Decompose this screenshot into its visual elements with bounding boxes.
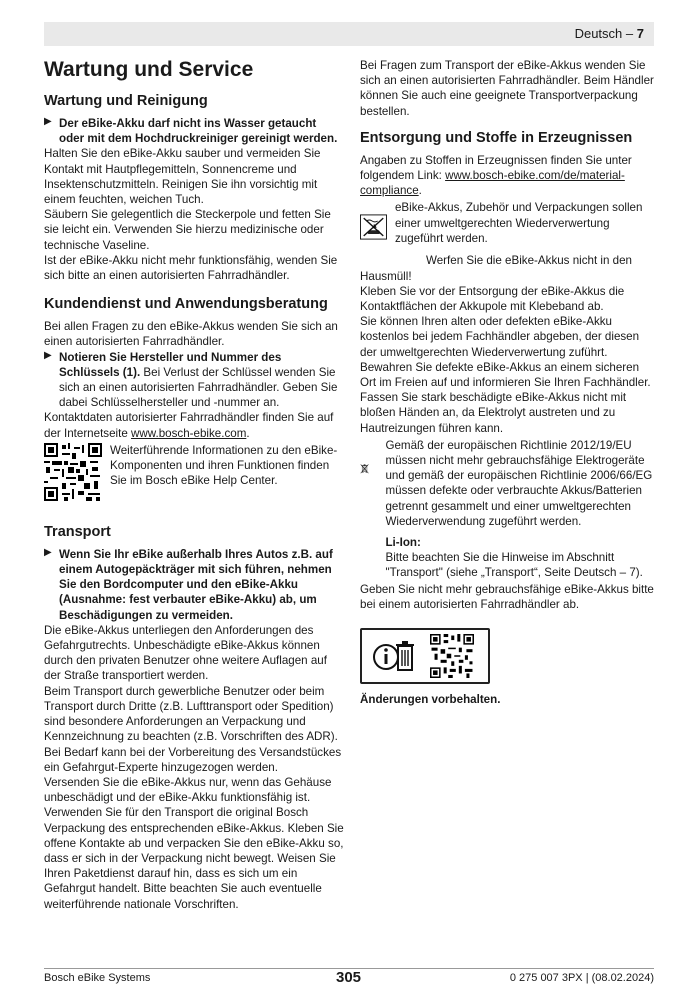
paragraph: Bitte beachten Sie die Hinweise im Abschnitt "Transport" (siehe „Transport“, Seite Deutsch – 7).	[385, 551, 643, 580]
bullet-triangle-icon: ▶	[44, 116, 52, 127]
recycling-block	[360, 200, 656, 254]
info-box	[360, 628, 490, 684]
bullet-item: ▶ Der eBike-Akku darf nicht ins Wasser getaucht oder mit dem Hochdruckreiniger gereinigt werden.	[44, 116, 338, 146]
qr-code-icon[interactable]	[430, 634, 474, 678]
crossed-out-bin-icon	[360, 438, 369, 500]
help-center-block	[44, 443, 344, 501]
paragraph: Kontaktdaten autorisierter Fahrradhändler finden Sie auf der Internetseite www.bosch-ebike.com.	[44, 411, 334, 440]
heading-maintenance: Wartung und Reinigung	[44, 93, 208, 109]
heading-transport: Transport	[44, 523, 111, 540]
paragraph: Säubern Sie gelegentlich die Steckerpole und fetten Sie sie leicht ein. Verwenden Sie hierzu medizinische oder technische Vaseline.	[44, 208, 331, 252]
material-compliance-link[interactable]: www.bosch-ebike.com/de/material-compliance	[360, 169, 625, 198]
paragraph: Kleben Sie vor der Entsorgung der eBike-Akkus die Kontaktflächen der Akkupole mit Klebeband ab.	[360, 284, 625, 314]
bullet-triangle-icon: ▶	[44, 546, 52, 558]
info-bin-icon	[370, 636, 416, 676]
paragraph: Beim Transport durch gewerbliche Benutzer oder beim Transport durch Dritte (z.B. Lufttransport oder Spedition) sind besondere Anforderungen an Verpackung und Kennzeichnung zu beachten (z.B. Vorschriften des ADR). Bei Bedarf kann bei der Vorbereitung des Versandstückes ein Gefahrgut-Experte hinzugezogen werden.	[44, 684, 342, 774]
dealer-link[interactable]: www.bosch-ebike.com	[131, 426, 247, 440]
header-label: Deutsch – 7	[574, 26, 644, 41]
footer-page-number: 305	[336, 969, 362, 986]
paragraph: Weiterführende Informationen zu den eBike-Komponenten und ihren Funktionen finden Sie im Bosch eBike Help Center.	[110, 443, 338, 488]
footer-brand: Bosch eBike Systems	[44, 972, 151, 984]
paragraph: Werfen Sie die eBike-Akkus nicht in den Hausmüll!	[360, 254, 633, 283]
paragraph: Ist der eBike-Akku nicht mehr funktionsfähig, wenden Sie sich bitte an einen autorisierten Fahrradhändler.	[44, 253, 338, 283]
right-column	[360, 58, 656, 707]
weee-block	[360, 438, 656, 581]
bullet-item: ▶ Wenn Sie Ihr eBike außerhalb Ihres Autos z.B. auf einem Autogepäckträger mit sich führen, nehmen Sie den Bordcomputer und den eBike-Akku (Ausnahme: fest verbauter eBike-Akku) ab, um Beschädigungen zu vermeiden.	[44, 546, 333, 622]
paragraph: Bei allen Fragen zu den eBike-Akkus wenden Sie sich an einen autorisierten Fahrradhändler.	[44, 320, 338, 349]
paragraph: Die eBike-Akkus unterliegen den Anforderungen des Gefahrgutrechts. Unbeschädigte eBike-Akkus können durch den privaten Benutzer ohne weitere Auflagen auf der Straße transportiert werden.	[44, 623, 327, 683]
changes-reserved: Änderungen vorbehalten.	[360, 693, 501, 707]
footer-docnum: 0 275 007 3PX | (08.02.2024)	[509, 972, 654, 984]
paragraph: Versenden Sie die eBike-Akkus nur, wenn das Gehäuse unbeschädigt und der eBike-Akku funktionsfähig ist. Verwenden Sie für den Transport die original Bosch Verpackung des entsprechenden eBike-Akkus. Kleben Sie offene Kontakte ab und verpacken Sie den eBike-Akku so, dass er sich in der Verpackung nicht bewegt. Weisen Sie Ihren Paketdienst darauf hin, dass es sich um ein Gefahrgut handelt. Bitte beachten Sie auch eventuelle weiterführende nationale Vorschriften.	[44, 775, 344, 911]
section-title: Wartung und Service	[44, 58, 254, 81]
qr-code-icon[interactable]	[44, 443, 102, 501]
paragraph: Bei Fragen zum Transport der eBike-Akkus wenden Sie sich an einen autorisierten Fahrradhändler. Beim Händler können Sie auch eine geeignete Transportverpackung bestellen.	[360, 59, 654, 118]
paragraph: Sie können Ihren alten oder defekten eBike-Akku kostenlos bei jedem Fachhändler abgeben, der diesen der umweltgerechten Wiederverwertung zuführt. Bewahren Sie defekte eBike-Akkus an einem sicheren Ort im Freien auf und informieren Sie Ihren Fachhändler. Fassen Sie stark beschädigte eBike-Akkus nicht mit bloßen Händen an, da Elektrolyt austreten und zu Hautreizungen führen kann.	[360, 315, 651, 435]
paragraph: Angaben zu Stoffen in Erzeugnissen finden Sie unter folgendem Link: www.bosch-ebike.com/de/material-compliance.	[360, 153, 632, 198]
paragraph: Geben Sie nicht mehr gebrauchsfähige eBike-Akkus bitte bei einem autorisierten Fahrradhändler ab.	[360, 582, 654, 611]
page-header	[44, 22, 654, 46]
left-column	[44, 58, 344, 912]
bullet-triangle-icon: ▶	[44, 349, 52, 361]
bullet-item: ▶ Notieren Sie Hersteller und Nummer des Schlüssels (1). Bei Verlust der Schlüssel wenden Sie sich an einen autorisierten Fahrradhändler. Geben Sie dabei Schlüsselhersteller und -nummer an.	[44, 349, 338, 410]
liion-label: Li-Ion:	[385, 536, 421, 550]
header-page-number: 7	[636, 26, 644, 41]
no-water-disposal-icon	[360, 200, 387, 254]
paragraph: Gemäß der europäischen Richtlinie 2012/19/EU müssen nicht mehr gebrauchsfähige Elektrogeräte und gemäß der europäischen Richtlinie 2006/66/EG müssen defekte oder verbrauchte Akkus/Batterien getrennt gesammelt und einer umweltgerechten Wiederverwendung zugeführt werden.	[385, 438, 653, 528]
heading-service: Kundendienst und Anwendungsberatung	[44, 296, 328, 313]
weee-text	[377, 438, 656, 581]
paragraph: eBike-Akkus, Zubehör und Verpackungen sollen einer umweltgerechten Wiederverwertung zugeführt werden.	[394, 201, 643, 245]
paragraph: Halten Sie den eBike-Akku sauber und vermeiden Sie Kontakt mit Hautpflegemitteln, Sonnencreme und Insektenschutzmitteln. Reinigen Sie ihn vorsichtig mit einem feuchten, weichen Tuch.	[44, 147, 321, 207]
heading-disposal: Entsorgung und Stoffe in Erzeugnissen	[360, 129, 633, 146]
